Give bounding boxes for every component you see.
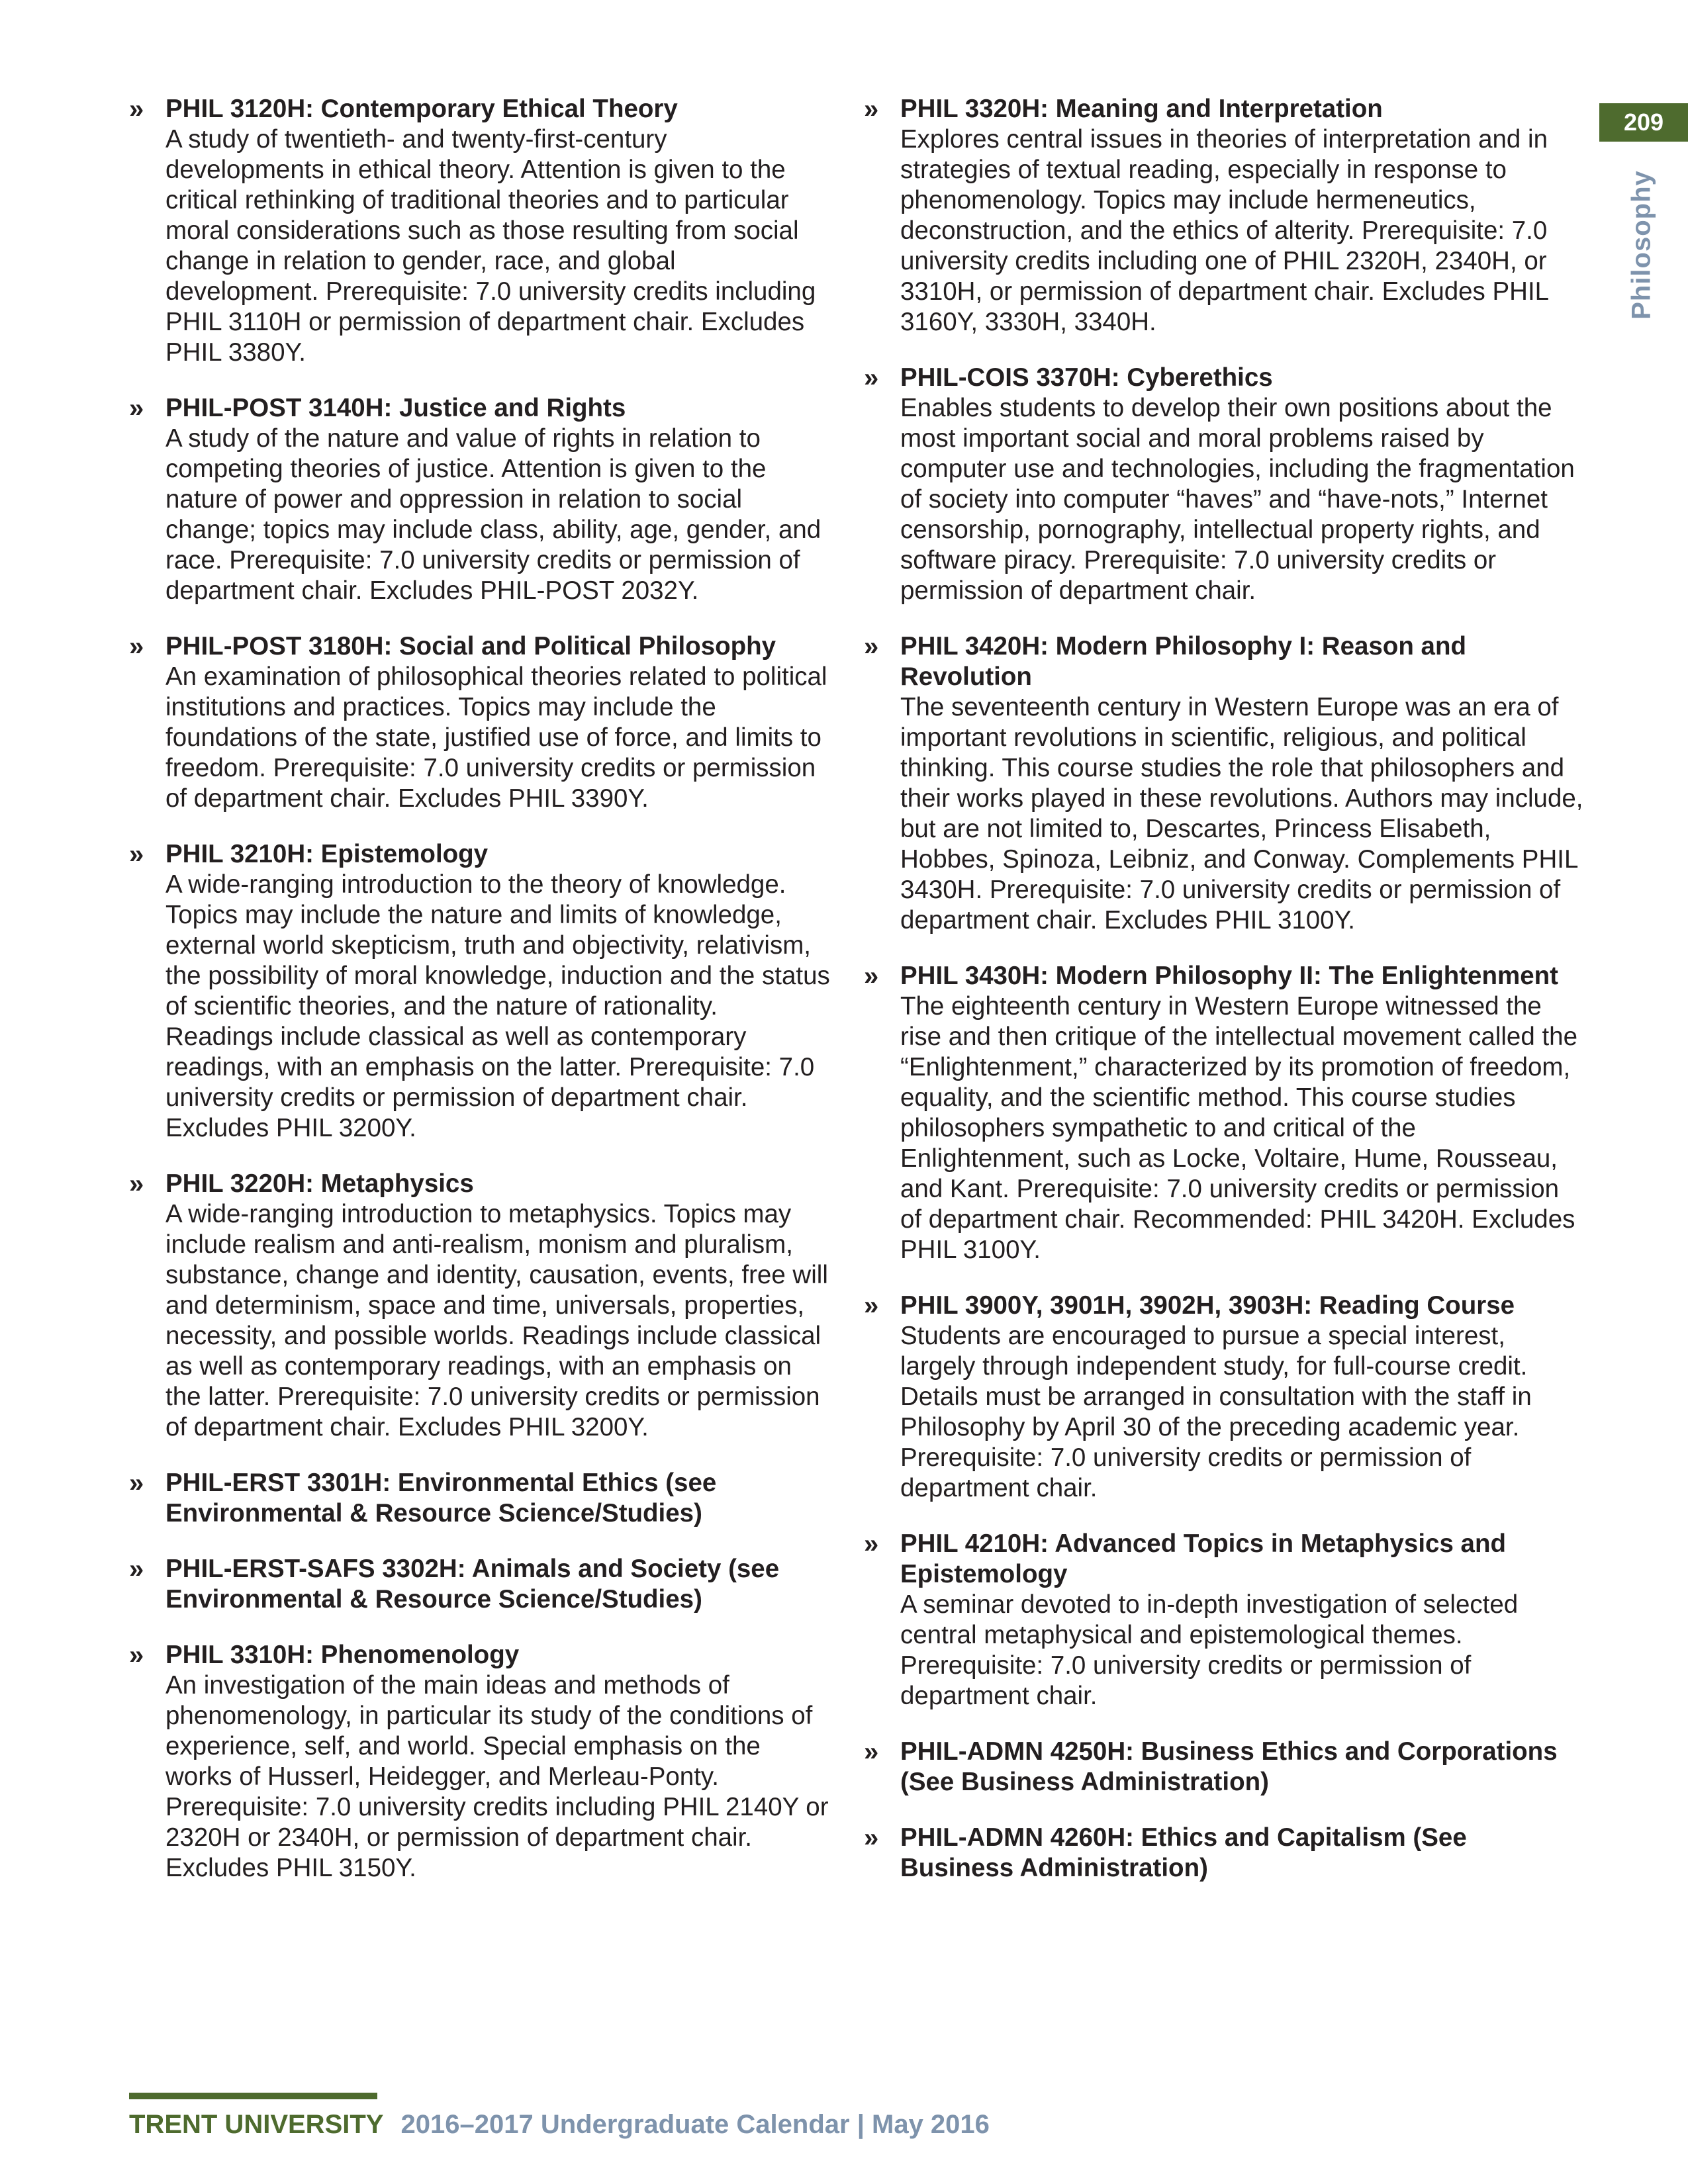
section-side-label (1615, 165, 1668, 324)
course-description: A seminar devoted to in-depth investigation of selected central metaphysical and epistemological themes. Prerequisite: 7.0 university credits or permission of department chair. (900, 1590, 1519, 1710)
course-entry (129, 393, 831, 606)
bullet-icon: » (129, 1641, 144, 1670)
course-entry (864, 1529, 1585, 1711)
course-entry (129, 1554, 831, 1615)
left-column (129, 94, 831, 1909)
course-entry (129, 94, 831, 368)
bullet-icon: » (864, 95, 879, 124)
course-title: PHIL-POST 3180H: Social and Political Philosophy (165, 632, 776, 660)
course-title: PHIL 3900Y, 3901H, 3902H, 3903H: Reading Course (900, 1291, 1515, 1320)
course-description: An investigation of the main ideas and methods of phenomenology, in particular its study of the conditions of experience, self, and world. Special emphasis on the works of Husserl, Heidegger, and Merleau-Ponty. Prerequisite: 7.0 university credits including PHIL 2140Y or 2320H or 2340H, or permission of department chair. Excludes PHIL 3150Y. (165, 1671, 829, 1882)
course-entry (864, 1737, 1585, 1797)
bullet-icon: » (129, 840, 144, 869)
course-entry (129, 839, 831, 1144)
bullet-icon: » (864, 1529, 879, 1559)
course-entry (864, 961, 1585, 1265)
course-entry (129, 1468, 831, 1529)
bullet-icon: » (864, 962, 879, 991)
bullet-icon: » (129, 95, 144, 124)
course-title: PHIL 3430H: Modern Philosophy II: The Enlightenment (900, 962, 1558, 990)
course-title: PHIL-COIS 3370H: Cyberethics (900, 363, 1273, 392)
bullet-icon: » (129, 1469, 144, 1498)
footer-rule (129, 2093, 377, 2099)
course-description: A study of twentieth- and twenty-first-century developments in ethical theory. Attention is given to the critical rethinking of traditional theories and to particular moral considerations such as those resulting from social change in relation to gender, race, and global development. Prerequisite: 7.0 university credits including PHIL 3110H or permission of department chair. Excludes PHIL 3380Y. (165, 125, 816, 367)
course-entry (864, 1823, 1585, 1884)
course-title: PHIL-ADMN 4250H: Business Ethics and Corporations (See Business Administration) (900, 1737, 1558, 1796)
course-title: PHIL 4210H: Advanced Topics in Metaphysics and Epistemology (900, 1529, 1506, 1588)
bullet-icon: » (864, 1823, 879, 1852)
course-title: PHIL 3310H: Phenomenology (165, 1641, 520, 1669)
page-number-tab: 209 (1599, 103, 1688, 142)
course-title: PHIL-ERST-SAFS 3302H: Animals and Society (see Environmental & Resource Science/Studies) (165, 1555, 780, 1614)
bullet-icon: » (129, 1169, 144, 1199)
course-entry (864, 631, 1585, 936)
bullet-icon: » (864, 1291, 879, 1320)
course-title: PHIL-ADMN 4260H: Ethics and Capitalism (See Business Administration) (900, 1823, 1467, 1882)
course-description: Students are encouraged to pursue a special interest, largely through independent study, for full-course credit. Details must be arranged in consultation with the staff in Philosophy by April 30 of the preceding academic year. Prerequisite: 7.0 university credits or permission of department chair. (900, 1322, 1532, 1502)
course-entry (129, 631, 831, 814)
course-entry (129, 1640, 831, 1884)
course-description: A study of the nature and value of rights in relation to competing theories of justice. Attention is given to the nature of power and oppression in relation to social change; topics may include class, ability, age, gender, and race. Prerequisite: 7.0 university credits or permission of department chair. Excludes PHIL-POST 2032Y. (165, 424, 821, 605)
footer-calendar: 2016–2017 Undergraduate Calendar | May 2016 (400, 2110, 990, 2139)
bullet-icon: » (129, 1555, 144, 1584)
bullet-icon: » (129, 394, 144, 423)
course-entry (864, 94, 1585, 338)
course-title: PHIL 3210H: Epistemology (165, 840, 489, 868)
course-title: PHIL-POST 3140H: Justice and Rights (165, 394, 626, 422)
bullet-icon: » (864, 1737, 879, 1766)
course-entry (864, 1291, 1585, 1504)
footer (129, 2110, 990, 2140)
course-title: PHIL 3220H: Metaphysics (165, 1169, 474, 1198)
course-description: An examination of philosophical theories related to political institutions and practices. Topics may include the foundations of the state, justified use of force, and limits to freedom. Prerequisite: 7.0 university credits or permission of department chair. Excludes PHIL 3390Y. (165, 662, 827, 813)
course-description: A wide-ranging introduction to the theory of knowledge. Topics may include the nature and limits of knowledge, external world skepticism, truth and objectivity, relativism, the possibility of moral knowledge, induction and the status of scientific theories, and the nature of rationality. Readings include classical as well as contemporary readings, with an emphasis on the latter. Prerequisite: 7.0 university credits or permission of department chair. Excludes PHIL 3200Y. (165, 870, 830, 1142)
course-entry (864, 363, 1585, 606)
bullet-icon: » (129, 632, 144, 661)
right-column (864, 94, 1585, 1909)
course-description: The eighteenth century in Western Europe witnessed the rise and then critique of the intellectual movement called the “Enlightenment,” characterized by its promotion of freedom, equality, and the scientific method. This course studies philosophers sympathetic to and critical of the Enlightenment, such as Locke, Voltaire, Hume, Rousseau, and Kant. Prerequisite: 7.0 university credits or permission of department chair. Recommended: PHIL 3420H. Excludes PHIL 3100Y. (900, 992, 1577, 1264)
footer-university: TRENT UNIVERSITY (129, 2110, 384, 2139)
course-description: A wide-ranging introduction to metaphysics. Topics may include realism and anti-realism, monism and pluralism, substance, change and identity, causation, events, free will and determinism, space and time, universals, properties, necessity, and possible worlds. Readings include classical as well as contemporary readings, with an emphasis on the latter. Prerequisite: 7.0 university credits or permission of department chair. Excludes PHIL 3200Y. (165, 1200, 828, 1441)
course-title: PHIL 3120H: Contemporary Ethical Theory (165, 95, 678, 123)
bullet-icon: » (864, 632, 879, 661)
bullet-icon: » (864, 363, 879, 392)
course-entry (129, 1169, 831, 1443)
course-description: Explores central issues in theories of interpretation and in strategies of textual reading, especially in response to phenomenology. Topics may include hermeneutics, deconstruction, and the ethics of alterity. Prerequisite: 7.0 university credits including one of PHIL 2320H, 2340H, or 3310H, or permission of department chair. Excludes PHIL 3160Y, 3330H, 3340H. (900, 125, 1548, 336)
course-title: PHIL 3420H: Modern Philosophy I: Reason and Revolution (900, 632, 1466, 691)
course-title: PHIL-ERST 3301H: Environmental Ethics (see Environmental & Resource Science/Studies) (165, 1469, 717, 1527)
course-description: Enables students to develop their own positions about the most important social and moral problems raised by computer use and technologies, including the fragmentation of society into computer “haves” and “have-nots,” Internet censorship, pornography, intellectual property rights, and software piracy. Prerequisite: 7.0 university credits or permission of department chair. (900, 394, 1575, 605)
course-description: The seventeenth century in Western Europe was an era of important revolutions in scientific, religious, and political thinking. This course studies the role that philosophers and their works played in these revolutions. Authors may include, but are not limited to, Descartes, Princess Elisabeth, Hobbes, Spinoza, Leibniz, and Conway. Complements PHIL 3430H. Prerequisite: 7.0 university credits or permission of department chair. Excludes PHIL 3100Y. (900, 693, 1583, 934)
section-name: Philosophy (1626, 170, 1656, 320)
course-title: PHIL 3320H: Meaning and Interpretation (900, 95, 1383, 123)
